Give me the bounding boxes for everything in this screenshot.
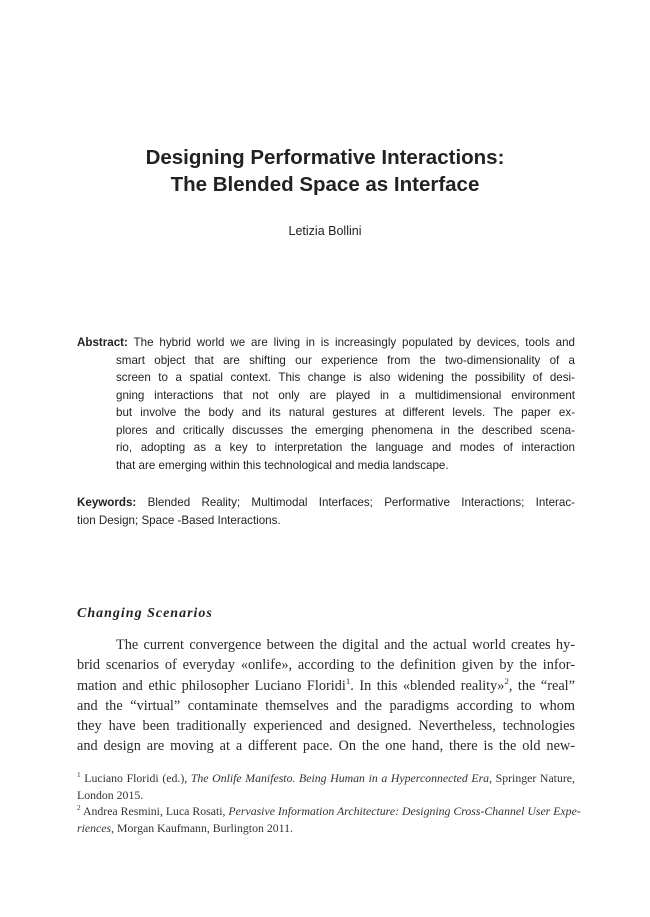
paragraph-line: The current convergence between the digital and the actual world creates hy- <box>116 637 575 653</box>
footnote-1: $^1$ Luciano Floridi (ed.), The Onlife Manifesto. Being Human in a Hyperconnected Era, Springer Nature, <box>77 770 575 785</box>
paragraph-line: and the “virtual” contaminate themselves and the paradigms according to whom <box>77 697 575 714</box>
abstract-line: smart object that are shifting our experience from the two-dimensionality of a <box>116 353 575 367</box>
abstract-label: Abstract: <box>77 336 128 349</box>
keywords-line: tion Design; Space -Based Interactions. <box>77 514 281 527</box>
paragraph-line: they have been traditionally experienced and designed. Nevertheless, technologies <box>77 718 575 735</box>
section-heading: Changing Scenarios <box>77 606 213 621</box>
abstract-line: rio, adopting as a key to interpretation the language and modes of interaction <box>116 441 575 454</box>
footnote-ref-1: 1 <box>345 675 351 686</box>
keywords-label: Keywords: <box>77 496 137 509</box>
keywords-line: Keywords: Blended Reality; Multimodal Interfaces; Performative Interactions; Interac- <box>77 496 575 509</box>
footnotes <box>77 770 581 837</box>
paragraph-line: mation and ethic philosopher Luciano Floridi$^1$. In this «blended reality»$^2$, the “real” <box>77 675 576 694</box>
footnote-2-cont: riences, Morgan Kaufmann, Burlington 2011. <box>77 821 293 836</box>
keywords <box>77 494 575 530</box>
paragraph-line: brid scenarios of everyday «onlife», according to the definition given by the infor- <box>77 657 575 674</box>
abstract-line: plores and critically discusses the emerging phenomena in the described scena- <box>116 423 575 437</box>
abstract-line: but involve the body and its natural gestures at different levels. The paper ex- <box>116 406 575 419</box>
title-line-2: The Blended Space as Interface <box>170 173 480 196</box>
abstract-line: gning interactions that not only are played in a multidimensional environment <box>116 388 575 402</box>
title-line-1: Designing Performative Interactions: <box>145 146 505 169</box>
abstract <box>77 334 575 474</box>
abstract-line: screen to a spatial context. This change is also widening the possibility of desi- <box>116 371 575 384</box>
body-paragraph <box>77 635 575 757</box>
paper-title <box>0 144 650 198</box>
abstract-line: Abstract: The hybrid world we are living in is increasingly populated by devices, tools and <box>77 336 575 349</box>
paragraph-line: and design are moving at a different pace. On the one hand, there is the old new- <box>77 738 575 755</box>
author-name: Letizia Bollini <box>288 224 362 238</box>
footnote-2: $^2$ Andrea Resmini, Luca Rosati, Pervasive Information Architecture: Designing Cross-Channel User Expe- <box>77 803 581 819</box>
abstract-line: that are emerging within this technological and media landscape. <box>116 458 449 472</box>
footnote-1-cont: London 2015. <box>77 787 144 802</box>
footnote-ref-2: 2 <box>504 675 509 686</box>
